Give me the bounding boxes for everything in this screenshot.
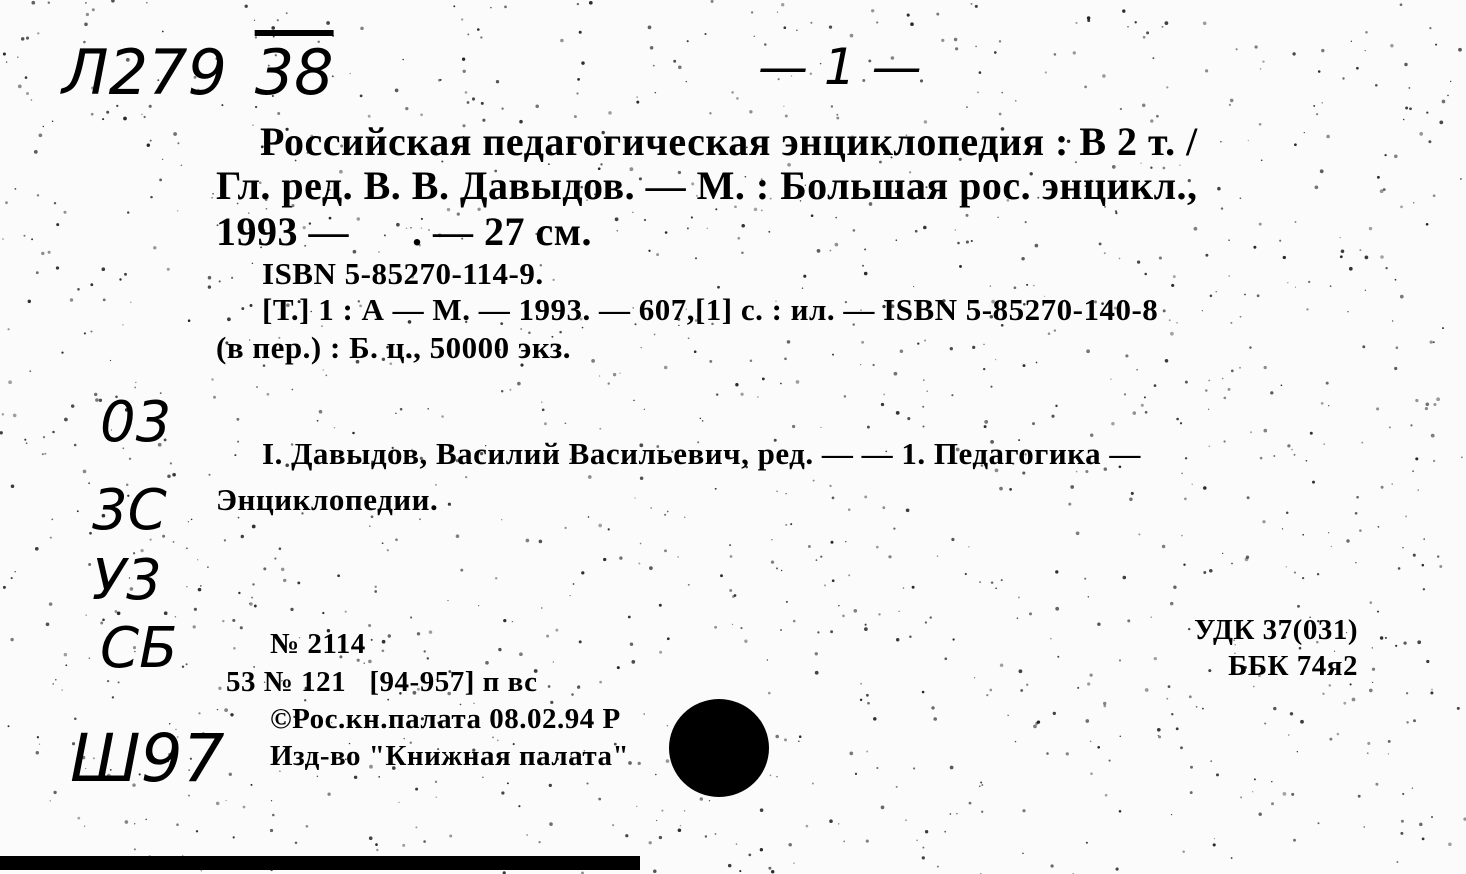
tracings-line-2: Энциклопедии.	[216, 482, 439, 517]
handwritten-page-mark: — 1 —	[758, 38, 922, 96]
volume-line: [Т.] 1 : А — М. — 1993. — 607,[1] с. : ил. — ISBN 5-85270-140-8	[262, 292, 1159, 327]
handwritten-margin-code-4: СБ	[100, 616, 178, 681]
handwritten-shelf-number	[62, 36, 334, 109]
handwritten-lower-code: Ш97	[70, 720, 225, 797]
binding-line: (в пер.) : Б. ц., 50000 экз.	[216, 330, 571, 365]
title-line: Российская педагогическая энциклопедия : В 2 т. /	[260, 119, 1198, 164]
responsibility-line: Гл. ред. В. В. Давыдов. — М. : Большая рос. энцикл.,	[216, 163, 1198, 208]
handwritten-margin-code-3: У3	[92, 548, 162, 613]
copyright-line: ©Рос.кн.палата 08.02.94 Р	[270, 703, 621, 735]
punch-hole	[669, 699, 769, 797]
extent-line: 1993 — . — 27 см.	[216, 209, 592, 254]
publisher-line: Изд-во "Книжная палата"	[270, 740, 630, 772]
shelf-number-suffix: 38	[254, 36, 334, 109]
shelf-number-main: Л279	[62, 36, 227, 109]
bbk-code: ББК 74я2	[1228, 650, 1358, 682]
tracings-line-1: I. Давыдов, Василий Васильевич, ред. — — 1. Педагогика —	[262, 436, 1141, 471]
handwritten-margin-code-2: 3С	[92, 478, 167, 543]
card-bottom-edge	[0, 856, 640, 870]
handwritten-margin-code-1: 03	[100, 390, 172, 455]
isbn-set-line: ISBN 5-85270-114-9.	[262, 256, 544, 291]
card-number: № 2114	[270, 628, 366, 660]
udc-code: УДК 37(031)	[1194, 614, 1358, 646]
order-line: 53 № 121 [94-957] п вс	[226, 666, 538, 698]
